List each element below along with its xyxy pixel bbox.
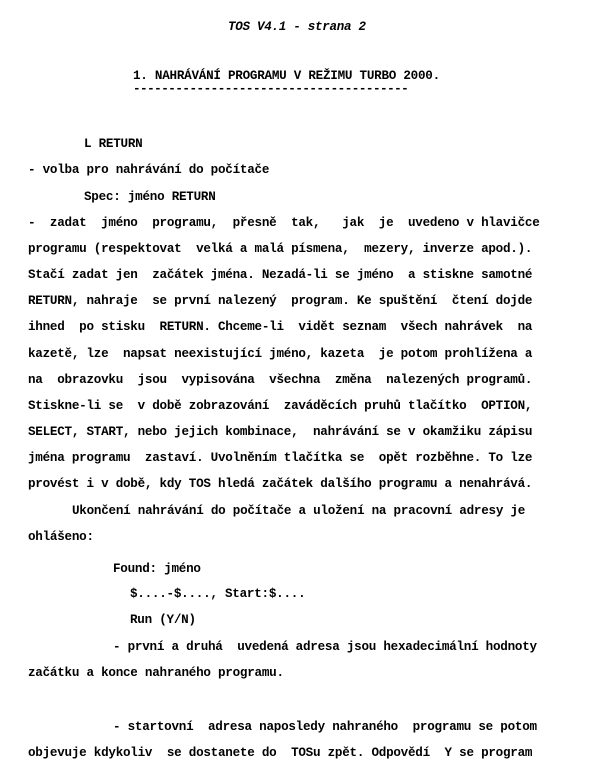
text-line: - první a druhá uvedená adresa jsou hexadecimální hodnoty: [113, 640, 537, 654]
text-line: provést i v době, kdy TOS hledá začátek dalšího programu a nenahrává.: [28, 477, 533, 491]
text-line: Run (Y/N): [130, 613, 196, 627]
text-line: začátku a konce nahraného programu.: [28, 666, 284, 680]
text-line: - startovní adresa naposledy nahraného programu se potom: [113, 720, 537, 734]
section-title-underline: ---------------------------------------: [133, 82, 409, 96]
text-line: ihned po stisku RETURN. Chceme-li vidět seznam všech nahrávek na: [28, 320, 533, 334]
text-line: - volba pro nahrávání do počítače: [28, 163, 270, 177]
text-line: Stiskne-li se v době zobrazování zaváděcích pruhů tlačítko OPTION,: [28, 399, 533, 413]
text-line: Spec: jméno RETURN: [84, 190, 216, 204]
text-line: ohlášeno:: [28, 530, 94, 544]
text-line: - zadat jméno programu, přesně tak, jak je uvedeno v hlavičce: [28, 216, 540, 230]
text-line: RETURN, nahraje se první nalezený program. Ke spuštění čtení dojde: [28, 294, 533, 308]
text-line: SELECT, START, nebo jejich kombinace, nahrávání se v okamžiku zápisu: [28, 425, 533, 439]
text-line: Found: jméno: [113, 562, 201, 576]
text-line: $....-$...., Start:$....: [130, 587, 306, 601]
text-line: jména programu zastaví. Uvolněním tlačítka se opět rozběhne. To lze: [28, 451, 533, 465]
text-line: L RETURN: [84, 137, 143, 151]
section-title: 1. NAHRÁVÁNÍ PROGRAMU V REŽIMU TURBO 2000.: [133, 69, 440, 83]
text-line: programu (respektovat velká a malá písmena, mezery, inverze apod.).: [28, 242, 533, 256]
text-line: kazetě, lze napsat neexistující jméno, kazeta je potom prohlížena a: [28, 347, 533, 361]
text-line: na obrazovku jsou vypisována všechna změna nalezených programů.: [28, 373, 533, 387]
text-line: objevuje kdykoliv se dostanete do TOSu zpět. Odpovědí Y se program: [28, 746, 533, 760]
page-header: TOS V4.1 - strana 2: [228, 20, 366, 34]
text-line: Stačí zadat jen začátek jména. Nezadá-li se jméno a stiskne samotné: [28, 268, 533, 282]
text-line: Ukončení nahrávání do počítače a uložení na pracovní adresy je: [72, 504, 526, 518]
